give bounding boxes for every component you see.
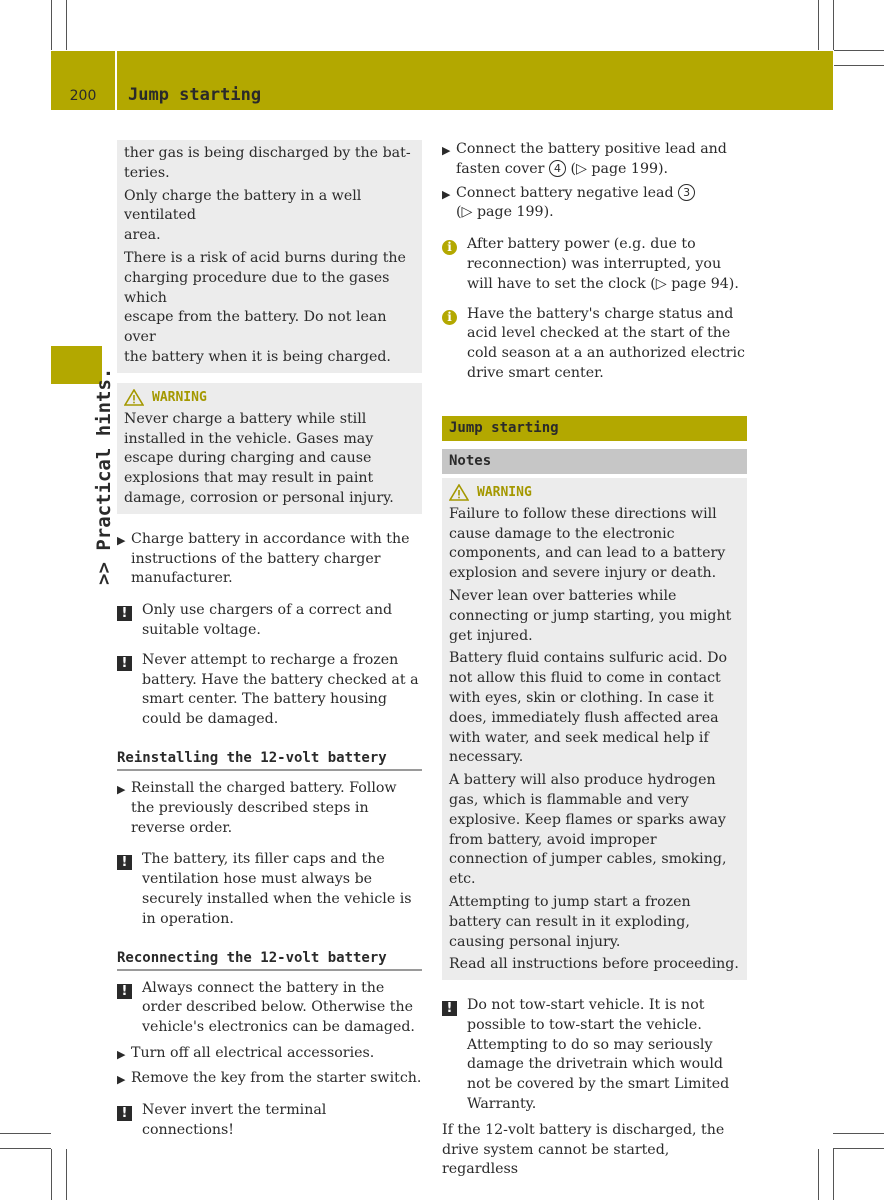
crop-mark — [51, 1149, 52, 1200]
list-item — [442, 140, 747, 180]
note-text: Do not tow-start vehicle. It is not possible to tow-start the vehicle. Attempting to do so may seriously damage the drivetrain which would not be covered by the smart Limited Warranty. — [467, 997, 730, 1113]
step-text: Charge battery in accordance with the instructions of the battery charger manufacturer. — [131, 530, 410, 587]
triangle-bullet-icon: ▶ — [117, 1072, 126, 1086]
warning-paragraph: Failure to follow these directions will cause damage to the electronic components, and can lead to a battery explosion and severe injury or death. — [449, 505, 726, 582]
section-heading-bar: Jump starting — [442, 416, 747, 441]
warning-triangle-icon — [449, 484, 469, 501]
caution-note — [117, 651, 422, 730]
triangle-bullet-icon: ▶ — [117, 782, 126, 796]
info-icon: i — [442, 310, 457, 325]
crop-mark — [833, 1133, 884, 1134]
side-tab-label: >> Practical hints. — [93, 367, 115, 585]
exclamation-icon: ! — [117, 606, 132, 621]
crop-mark — [66, 0, 67, 50]
page-reference: (▷ page 199). — [570, 160, 669, 177]
crop-mark — [833, 0, 834, 50]
page-reference: (▷ page 199). — [456, 204, 554, 221]
list-item — [117, 779, 422, 838]
warning-paragraph: Battery fluid contains sulfuric acid. Do not allow this fluid to come in contact with eyes, skin or clothing. In case it does, immediately flush affected area with water, and seek medical help if necessary. — [449, 650, 728, 766]
text-line: charging procedure due to the gases which — [124, 269, 390, 306]
warning-paragraph: Read all instructions before proceeding. — [449, 956, 739, 973]
exclamation-icon: ! — [117, 1106, 132, 1121]
callout-number: 4 — [549, 160, 566, 177]
warning-paragraph: Attempting to jump start a frozen battery can result in it exploding, causing personal injury. — [449, 893, 691, 950]
warning-label: WARNING — [477, 484, 532, 500]
info-box-continued — [117, 140, 422, 373]
crop-mark — [0, 1133, 51, 1134]
subsection-heading-bar: Notes — [442, 449, 747, 474]
text-line: ther gas is being discharged by the bat- — [124, 145, 411, 161]
crop-mark — [818, 0, 819, 50]
crop-mark — [0, 1148, 51, 1149]
info-note — [442, 235, 747, 294]
callout-number: 3 — [678, 184, 695, 201]
warning-label: WARNING — [152, 389, 207, 405]
page-title: Jump starting — [128, 85, 262, 105]
text-line: There is a risk of acid burns during the — [124, 249, 406, 266]
step-text: Remove the key from the starter switch. — [131, 1069, 422, 1086]
exclamation-icon: ! — [442, 1001, 457, 1016]
step-text: Connect the battery positive lead and fasten cover — [456, 141, 727, 177]
list-item — [442, 184, 747, 224]
warning-header — [449, 484, 740, 501]
warning-box — [442, 478, 747, 980]
exclamation-icon: ! — [117, 984, 132, 999]
step-text: Turn off all electrical accessories. — [131, 1044, 375, 1061]
crop-mark — [818, 1149, 819, 1200]
info-note — [442, 305, 747, 384]
caution-note — [117, 601, 422, 641]
warning-box — [117, 383, 422, 514]
text-line: area. — [124, 227, 161, 244]
caution-note — [117, 1101, 422, 1141]
page-number: 200 — [69, 88, 97, 104]
text-line: the battery when it is being charged. — [124, 348, 391, 365]
text-line: escape from the battery. Do not lean over — [124, 309, 387, 346]
caution-note — [117, 979, 422, 1038]
step-text: Connect battery negative lead — [456, 184, 674, 201]
note-text: Only use chargers of a correct and suitable voltage. — [142, 602, 393, 638]
exclamation-icon: ! — [117, 656, 132, 671]
crop-mark — [834, 65, 884, 66]
exclamation-icon: ! — [117, 855, 132, 870]
header-divider — [115, 51, 117, 110]
crop-mark — [833, 1149, 834, 1200]
warning-header — [124, 389, 415, 406]
crop-mark — [66, 1149, 67, 1200]
warning-triangle-icon — [124, 389, 144, 406]
list-item — [117, 530, 422, 589]
caution-note — [117, 850, 422, 929]
caution-note — [442, 996, 747, 1115]
triangle-bullet-icon: ▶ — [117, 1047, 126, 1061]
body-paragraph: If the 12-volt battery is discharged, the drive system cannot be started, regardless — [442, 1121, 725, 1178]
triangle-bullet-icon: ▶ — [442, 187, 451, 201]
crop-mark — [834, 50, 884, 51]
section-heading: Reinstalling the 12-volt battery — [117, 750, 422, 771]
text-line: Only charge the battery in a well ventilated — [124, 187, 362, 224]
note-text: The battery, its filler caps and the ventilation hose must always be securely installed when the vehicle is in operation. — [142, 851, 412, 927]
triangle-bullet-icon: ▶ — [442, 144, 451, 157]
triangle-bullet-icon: ▶ — [117, 533, 126, 547]
warning-paragraph: A battery will also produce hydrogen gas, which is flammable and very explosive. Keep flames or sparks away from battery, avoid improper connection of jumper cables, smoking, etc. — [449, 772, 727, 888]
list-item — [117, 1069, 422, 1090]
section-heading: Reconnecting the 12-volt battery — [117, 950, 422, 971]
warning-paragraph: Never lean over batteries while connecting or jump starting, you might get injured. — [449, 587, 732, 644]
note-text: Never attempt to recharge a frozen battery. Have the battery checked at a smart center. The battery housing could be damaged. — [142, 651, 419, 728]
warning-text: Never charge a battery while still installed in the vehicle. Gases may escape during charging and cause explosions that may result in paint damage, corrosion or personal injury. — [124, 410, 394, 506]
crop-mark — [833, 1148, 884, 1149]
list-item — [117, 1044, 422, 1065]
step-text: Reinstall the charged battery. Follow the previously described steps in reverse order. — [131, 779, 397, 836]
info-icon: i — [442, 240, 457, 255]
text-line: teries. — [124, 164, 170, 181]
note-text: Have the battery's charge status and acid level checked at the start of the cold season at a an authorized electric drive smart center. — [467, 305, 745, 381]
left-column — [117, 140, 422, 1141]
note-text: Never invert the terminal connections! — [142, 1102, 327, 1139]
right-column — [442, 140, 747, 1180]
crop-mark — [51, 0, 52, 50]
note-text: After battery power (e.g. due to reconnection) was interrupted, you will have to set the clock (▷ page 94). — [467, 236, 739, 292]
note-text: Always connect the battery in the order described below. Otherwise the vehicle's electronics can be damaged. — [142, 979, 415, 1036]
